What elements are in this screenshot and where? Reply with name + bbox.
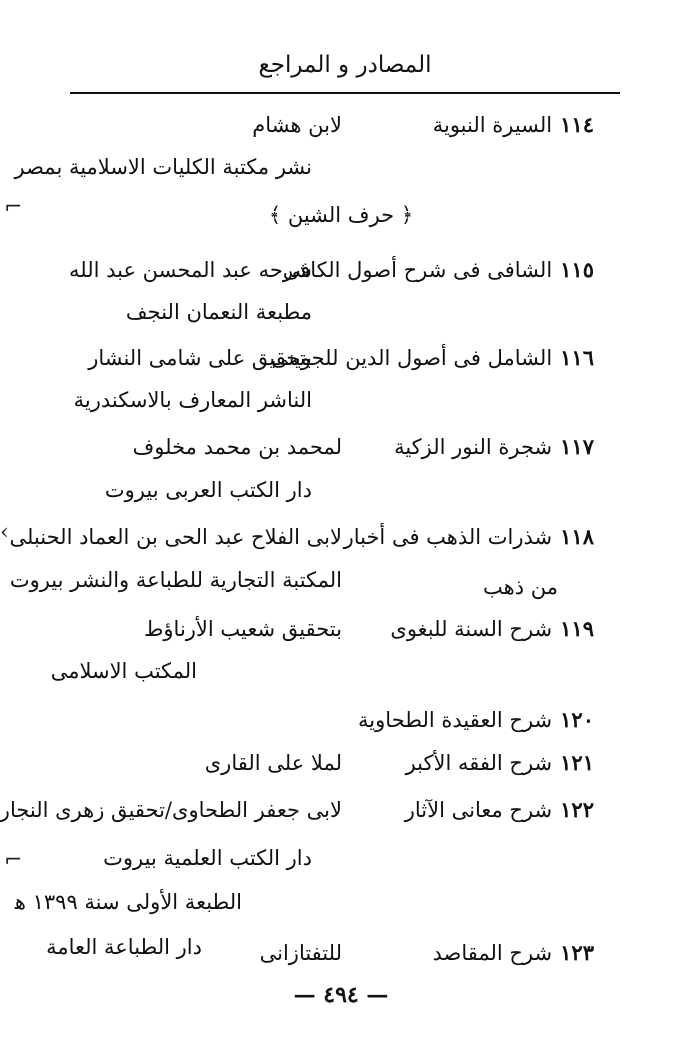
entry-number: ١٢٠ [560,707,594,732]
entry-number: ١٢٣ [560,940,594,965]
entry-122-author: لابى جعفر الطحاوى/تحقيق زهرى النجار [0,798,342,822]
entry-title: شرح المقاصد [432,941,553,965]
entry-123-publisher: دار الطباعة العامة [46,935,202,959]
entry-117-title [394,432,594,462]
entry-number: ١١٥ [560,257,594,282]
entry-title: الشامل فى أصول الدين للجوينى [271,346,553,370]
entry-title: الشافى فى شرح أصول الكافى [282,258,553,282]
entry-number: ١١٨ [560,524,594,549]
entry-118-publisher: المكتبة التجارية للطباعة والنشر بيروت [9,568,342,592]
margin-mark-icon: ‹ [0,520,9,545]
entry-121-author: لملا على القارى [204,751,342,775]
entry-115-author: شرحه عبد المحسن عبد الله [69,258,312,282]
entry-number: ١٢٢ [560,797,594,822]
entry-117-publisher: دار الكتب العربى بيروت [104,478,312,502]
entry-number: ١٢١ [560,750,594,775]
entry-117-author: لمحمد بن محمد مخلوف [132,435,342,459]
entry-118-title-continuation: من ذهب [483,575,558,599]
entry-title: شذرات الذهب فى أخبار [343,525,553,549]
page-header-title: المصادر و المراجع [258,52,432,78]
entry-116-title [271,343,594,373]
entry-number: ١١٦ [560,345,594,370]
entry-title: السيرة النبوية [432,113,553,137]
entry-title: شرح السنة للبغوى [390,617,553,641]
entry-number: ١١٤ [560,112,594,137]
entry-119-publisher: المكتب الاسلامى [50,659,197,683]
entry-118-author: لابى الفلاح عبد الحى بن العماد الحنبلى [9,525,342,549]
entry-123-title [432,938,594,968]
entry-116-author: بتحقيق على شامى النشار [88,346,312,370]
entry-123-author: للتفتازانى [259,941,342,965]
header-rule [70,92,620,94]
margin-mark-icon: ⌐ [4,195,23,220]
entry-title: شرح الفقه الأكبر [405,751,553,775]
entry-number: ١١٧ [560,434,594,459]
entry-number: ١١٩ [560,616,594,641]
entry-114-title [433,110,594,140]
entry-122-edition: الطبعة الأولى سنة ١٣٩٩ ﻫ [14,890,242,914]
section-heading-shin: ﴿ حرف الشين ﴾ [268,203,414,227]
entry-title: شرح العقيدة الطحاوية [358,708,553,732]
entry-119-author: بتحقيق شعيب الأرناؤط [143,617,342,641]
entry-122-title [405,795,594,825]
entry-122-publisher: دار الكتب العلمية بيروت [103,846,312,870]
entry-118-title [344,522,594,552]
entry-115-title [283,255,594,285]
page-number: — ٤٩٤ — [293,982,389,1008]
entry-114-author: لابن هشام [252,113,342,137]
entry-121-title [406,748,594,778]
margin-mark-icon: ⌐ [4,848,23,873]
entry-116-publisher: الناشر المعارف بالاسكندرية [73,388,312,412]
entry-title: شرح معانى الآثار [404,798,553,822]
entry-115-publisher: مطبعة النعمان النجف [125,300,312,324]
entry-120-title [358,705,594,735]
entry-119-title [390,614,594,644]
entry-114-publisher: نشر مكتبة الكليات الاسلامية بمصر [14,155,312,179]
entry-title: شجرة النور الزكية [394,435,553,459]
